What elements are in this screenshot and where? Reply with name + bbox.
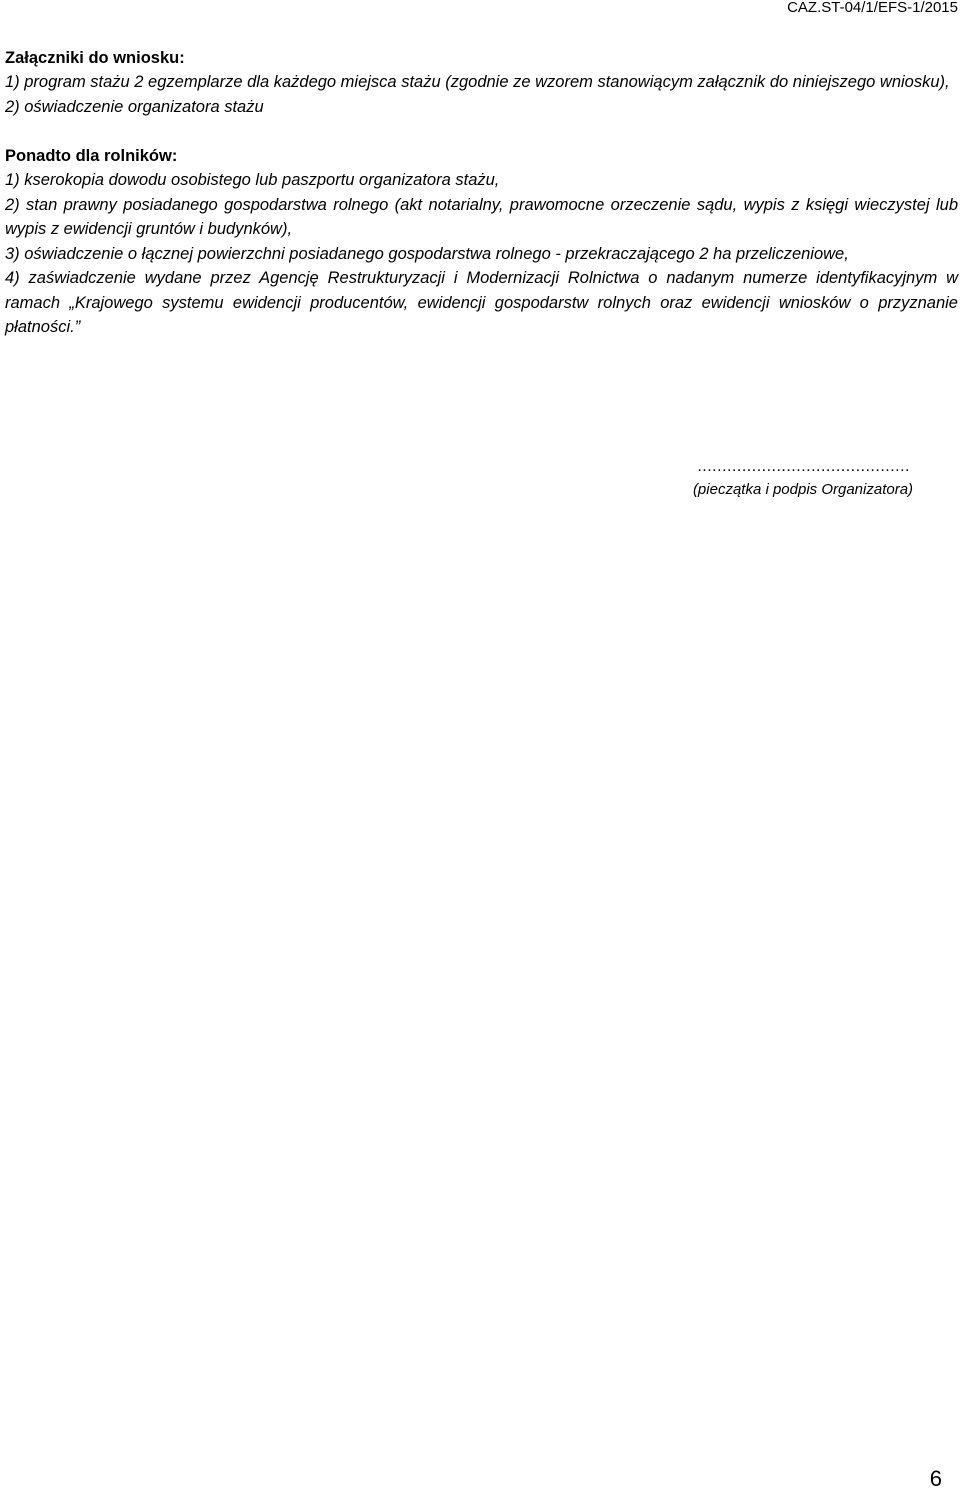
farmers-item: 4) zaświadczenie wydane przez Agencję Restrukturyzacji i Modernizacji Rolnictwa o nadanym numerze identyfikacyjnym w ramach „Krajowego systemu ewidencji producentów, ewidencji gospodarstw rolnych oraz ewidencji wniosków o przyznanie płatności.” [5, 269, 958, 336]
attachments-heading: Załączniki do wniosku: [5, 49, 185, 67]
attachment-item: 1) program stażu 2 egzemplarze dla każdego miejsca stażu (zgodnie ze wzorem stanowiącym załącznik do niniejszego wniosku), [5, 73, 950, 91]
farmers-item: 1) kserokopia dowodu osobistego lub paszportu organizatora stażu, [5, 171, 500, 189]
spacer [5, 119, 958, 144]
document-body [5, 46, 958, 340]
page-number: 6 [929, 1466, 942, 1491]
document-code: CAZ.ST-04/1/EFS-1/2015 [787, 0, 958, 16]
signature-line: ........................................... [697, 458, 910, 475]
farmers-item: 2) stan prawny posiadanego gospodarstwa rolnego (akt notarialny, prawomocne orzeczenie sądu, wypis z księgi wieczystej lub wypis z ewidencji gruntów i budynków), [5, 195, 958, 238]
farmers-item: 3) oświadczenie o łącznej powierzchni posiadanego gospodarstwa rolnego - przekraczającego 2 ha przeliczeniowe, [5, 244, 849, 263]
farmers-heading: Ponadto dla rolników: [5, 147, 178, 165]
signature-label: (pieczątka i podpis Organizatora) [692, 481, 914, 498]
attachment-item: 2) oświadczenie organizatora stażu [5, 97, 264, 116]
